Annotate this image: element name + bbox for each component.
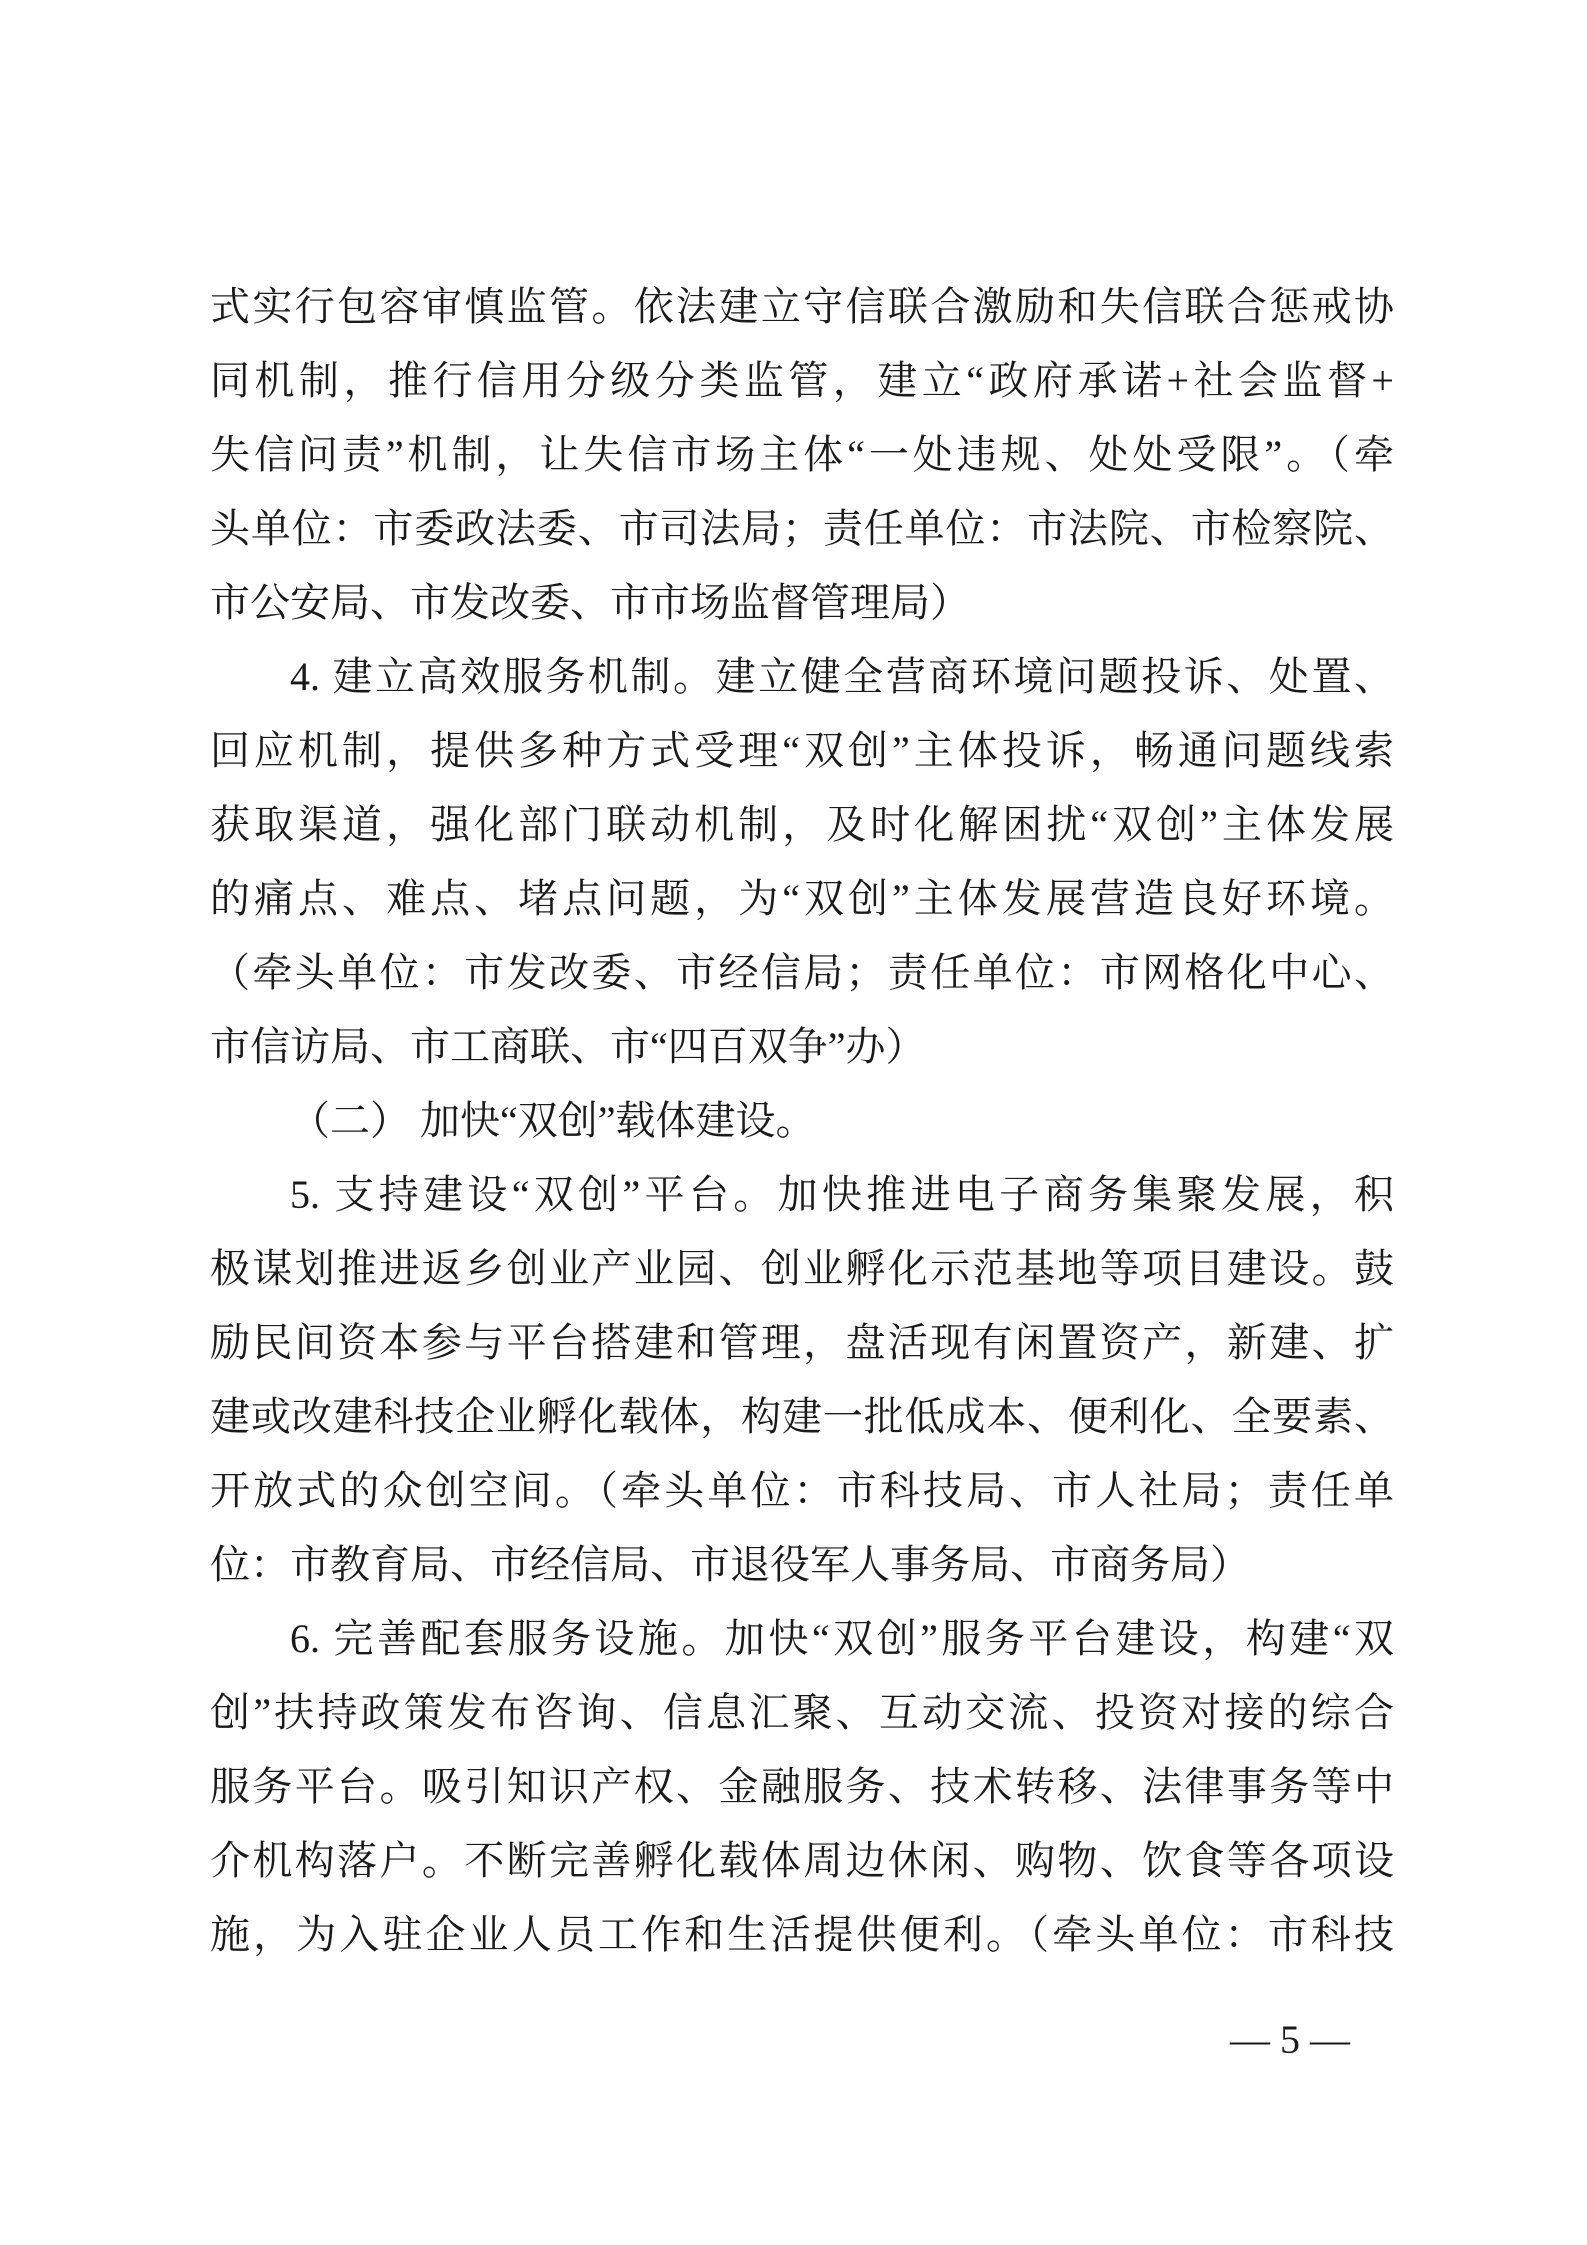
document-body [210, 270, 1394, 1972]
doc-line: 服务平台。吸引知识产权、金融服务、技术转移、法律事务等中 [210, 1764, 1394, 1809]
doc-line: 式实行包容审慎监管。依法建立守信联合激励和失信联合惩戒协 [210, 284, 1394, 329]
doc-line: 同机制，推行信用分级分类监管，建立“政府承诺+社会监督+ [210, 358, 1394, 403]
doc-line: 创”扶持政策发布咨询、信息汇聚、互动交流、投资对接的综合 [210, 1690, 1394, 1735]
doc-line-paragraph-end: 市信访局、市工商联、市“四百双争”办） [210, 1024, 926, 1069]
doc-line: 极谋划推进返乡创业产业园、创业孵化示范基地等项目建设。鼓 [210, 1246, 1394, 1291]
numbered-item-4-start: 4. 建立高效服务机制。建立健全营商环境问题投诉、处置、 [290, 654, 1394, 699]
numbered-item-6-start: 6. 完善配套服务设施。加快“双创”服务平台建设，构建“双 [290, 1616, 1394, 1661]
doc-line: （牵头单位：市发改委、市经信局；责任单位：市网格化中心、 [210, 950, 1394, 995]
doc-line: 回应机制，提供多种方式受理“双创”主体投诉，畅通问题线索 [210, 728, 1394, 773]
section-heading: （二） 加快“双创”载体建设。 [290, 1098, 816, 1143]
doc-line: 获取渠道，强化部门联动机制，及时化解困扰“双创”主体发展 [210, 802, 1394, 847]
doc-line: 的痛点、难点、堵点问题，为“双创”主体发展营造良好环境。 [210, 876, 1394, 921]
numbered-item-5-start: 5. 支持建设“双创”平台。加快推进电子商务集聚发展，积 [290, 1172, 1394, 1217]
doc-line: 建或改建科技企业孵化载体，构建一批低成本、便利化、全要素、 [210, 1394, 1394, 1439]
doc-line: 励民间资本参与平台搭建和管理，盘活现有闲置资产，新建、扩 [210, 1320, 1394, 1365]
doc-line-paragraph-end: 位：市教育局、市经信局、市退役军人事务局、市商务局） [210, 1542, 1250, 1587]
doc-line: 开放式的众创空间。（牵头单位：市科技局、市人社局；责任单 [210, 1468, 1394, 1513]
doc-line-paragraph-end: 市公安局、市发改委、市市场监督管理局） [210, 580, 970, 625]
doc-line: 介机构落户。不断完善孵化载体周边休闲、购物、饮食等各项设 [210, 1838, 1394, 1883]
doc-line: 失信问责”机制，让失信市场主体“一处违规、处处受限”。（牵 [210, 432, 1394, 477]
page-number: — 5 — [1230, 2017, 1350, 2062]
doc-line: 施，为入驻企业人员工作和生活提供便利。（牵头单位：市科技 [210, 1912, 1394, 1957]
doc-line: 头单位：市委政法委、市司法局；责任单位：市法院、市检察院、 [210, 506, 1394, 551]
